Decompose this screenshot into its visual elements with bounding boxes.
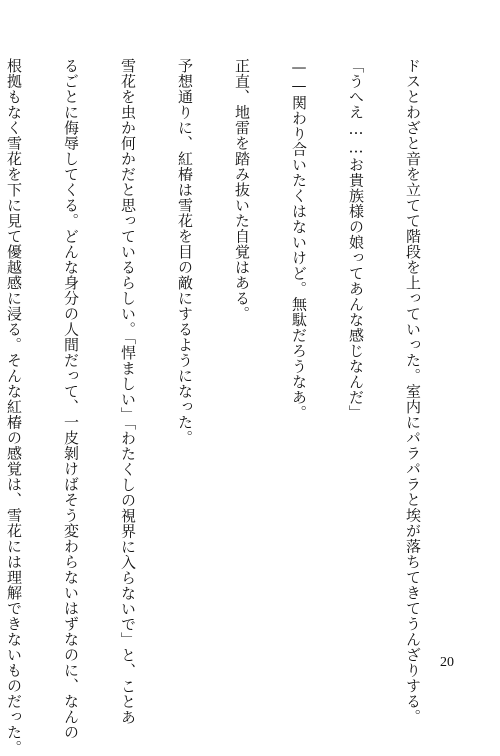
text-line: 正直、地雷を踏み抜いた自覚はある。 (233, 58, 251, 322)
page-number: 20 (440, 655, 454, 670)
text-line: 予想通りに、紅椿は雪花を目の敵にするようになった。 (176, 58, 194, 446)
text-line: 「うへえ……お貴族様の娘ってあんな感じなんだ」 (347, 58, 365, 421)
text-line: 根拠もなく雪花を下に見て優越感に浸る。そんな紅椿の感覚は、雪花には理解できないものだった。 (5, 58, 23, 756)
text-line: ドスとわざと音を立てて階段を上っていった。室内にパラパラと埃が落ちてきてうんざりする。 (404, 58, 422, 725)
text-line: ——関わり合いたくはないけど。無駄だろうなあ。 (290, 58, 308, 421)
text-line: 雪花を虫か何かだと思っているらしい。「悍ましい」「わたくしの視界に入らないで」と、ことあ (119, 58, 137, 725)
text-line: るごとに侮辱してくる。どんな身分の人間だって、一皮剝けばそう変わらないはずなのに、なんの (62, 58, 80, 740)
